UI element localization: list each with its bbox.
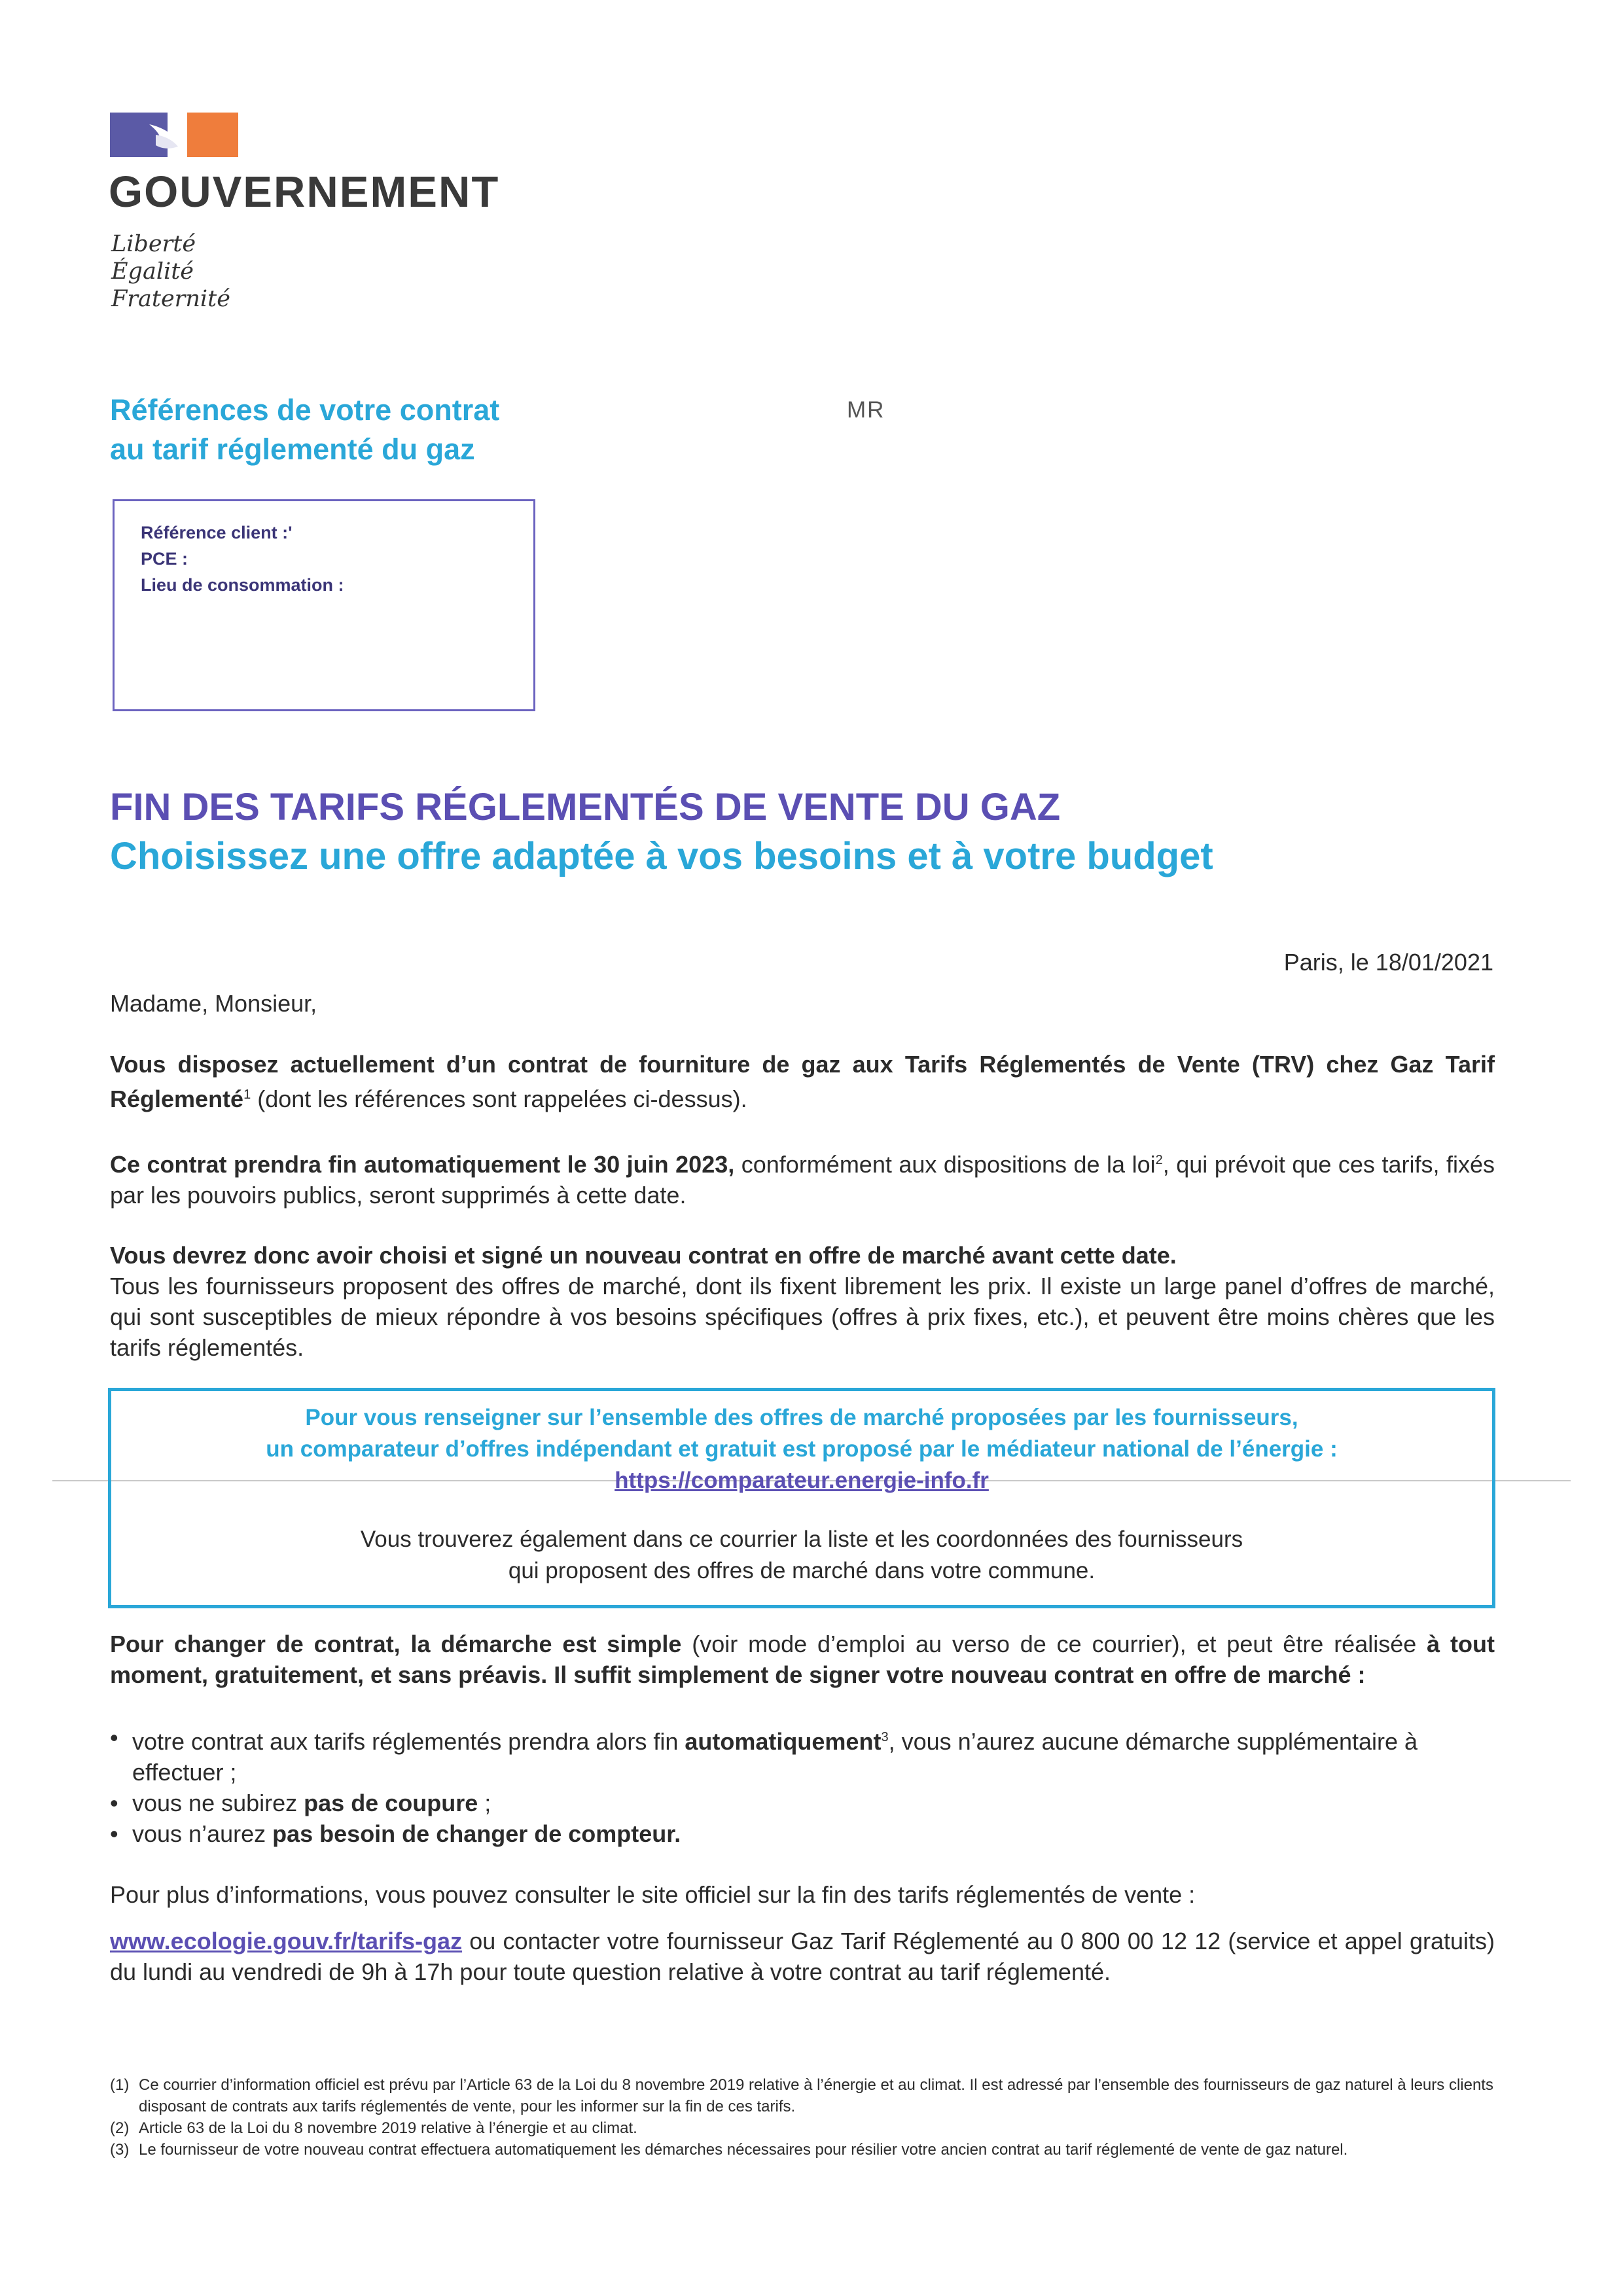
footnote-number: (2) <box>110 2119 130 2137</box>
references-title-line: Références de votre contrat <box>110 393 500 427</box>
comparator-link[interactable]: https://comparateur.energie-info.fr <box>615 1468 989 1493</box>
bold-text: Ce contrat prendra fin automatiquement le 30 juin 2023, <box>110 1151 735 1178</box>
footnote-number: (3) <box>110 2141 130 2159</box>
bold-text: Vous disposez actuellement d’un contrat de fourniture de gaz aux Tarifs Réglementés de Vente (TRV) chez Gaz Tarif Réglementé <box>110 1051 1495 1112</box>
comparator-info-box <box>108 1388 1495 1608</box>
footnote-ref: 1 <box>243 1087 251 1102</box>
info-line: qui proposent des offres de marché dans votre commune. <box>508 1558 1096 1583</box>
list-text: vous ne subirez <box>132 1790 304 1816</box>
paragraph-contact <box>110 1926 1495 1987</box>
bold-text: à tout moment, gratuitement, et sans préavis. Il suffit simplement de signer votre nouveau contrat en offre de marché : <box>110 1631 1495 1688</box>
consumption-place-label: Lieu de consommation : <box>141 575 344 595</box>
footnote-text: Ce courrier d’information officiel est prévu par l’Article 63 de la Loi du 8 novembre 2019 relative à l’énergie et au climat. Il est adressé par l’ensemble des fournisseurs de gaz naturel à leurs clients disposant de contrats aux tarifs réglementés de vente, pour les informer sur la fin de ces tarifs. <box>139 2076 1493 2115</box>
list-item <box>110 1818 1495 1849</box>
bold-text: pas de coupure <box>304 1790 478 1816</box>
benefits-list <box>110 1722 1495 1849</box>
paragraph-how-to-change <box>110 1629 1495 1690</box>
paragraph-text: (dont les références sont rappelées ci-dessus). <box>251 1086 747 1112</box>
paragraph-text: conformément aux dispositions de la loi <box>734 1151 1156 1178</box>
official-site-link[interactable]: www.ecologie.gouv.fr/tarifs-gaz <box>110 1928 463 1954</box>
footnote <box>110 2139 1495 2161</box>
footnote-ref: 2 <box>1155 1153 1163 1167</box>
headline-subtitle: Choisissez une offre adaptée à vos besoins et à votre budget <box>110 835 1213 877</box>
recipient-name: MR <box>847 397 885 423</box>
list-item <box>110 1788 1495 1818</box>
references-box <box>113 499 535 711</box>
bold-text: pas besoin de changer de compteur. <box>272 1820 681 1847</box>
paragraph-new-contract <box>110 1240 1495 1363</box>
footnote <box>110 2117 1495 2139</box>
paragraph-text: Tous les fournisseurs proposent des offres de marché, dont ils fixent librement les prix. Il existe un large panel d’offres de marché, qui sont susceptibles de mieux répondre à vos besoins spécifiques (offres à prix fixes, etc.), et peuvent être moins chères que les tarifs réglementés. <box>110 1273 1495 1361</box>
footnote-text: Le fournisseur de votre nouveau contrat effectuera automatiquement les démarches nécessaires pour résilier votre ancien contrat au tarif réglementé de vente de gaz naturel. <box>139 2141 1348 2159</box>
list-item <box>110 1722 1495 1788</box>
headline-title: FIN DES TARIFS RÉGLEMENTÉS DE VENTE DU GAZ <box>110 786 1061 828</box>
client-reference-label: Référence client :' <box>141 523 293 542</box>
footnote-ref: 3 <box>881 1730 889 1744</box>
bold-text: automatiquement <box>685 1728 882 1755</box>
references-title <box>110 391 499 469</box>
paragraph-current-contract <box>110 1049 1495 1114</box>
info-line: Vous trouverez également dans ce courrier la liste et les coordonnées des fournisseurs <box>360 1527 1243 1552</box>
list-text: ; <box>478 1790 491 1816</box>
list-text: , vous n’aurez aucune démarche supplémentaire à effectuer ; <box>132 1728 1418 1786</box>
headline <box>110 783 1213 881</box>
info-line: un comparateur d’offres indépendant et gratuit est proposé par le médiateur national de l’énergie : <box>266 1436 1338 1462</box>
paragraph-more-info: Pour plus d’informations, vous pouvez consulter le site officiel sur la fin des tarifs réglementés de vente : <box>110 1881 1196 1908</box>
list-text: vous n’aurez <box>132 1820 273 1847</box>
footnote <box>110 2074 1495 2117</box>
pce-label: PCE : <box>141 549 188 569</box>
info-text <box>111 1524 1492 1587</box>
motto-line: Fraternité <box>111 286 230 312</box>
brand-name: GOUVERNEMENT <box>109 168 500 217</box>
letter-date: Paris, le 18/01/2021 <box>1283 949 1493 976</box>
footnotes <box>110 2074 1495 2161</box>
motto-line: Liberté <box>111 231 196 257</box>
bold-text: Pour changer de contrat, la démarche est simple <box>110 1631 682 1657</box>
info-text <box>111 1402 1492 1465</box>
paragraph-text: ou contacter votre fournisseur Gaz Tarif Réglementé au 0 800 00 12 12 (service et appel gratuits) du lundi au vendredi de 9h à 17h pour toute question relative à votre contrat au tarif réglementé. <box>110 1928 1495 1985</box>
paragraph-text: , qui prévoit que ces tarifs, fixés par les pouvoirs publics, seront supprimés à cette date. <box>110 1151 1495 1209</box>
footnote-text: Article 63 de la Loi du 8 novembre 2019 relative à l’énergie et au climat. <box>139 2119 637 2137</box>
footnote-number: (1) <box>110 2076 130 2094</box>
list-text: votre contrat aux tarifs réglementés prendra alors fin <box>132 1728 685 1755</box>
marianne-logo-icon <box>110 113 238 157</box>
salutation: Madame, Monsieur, <box>110 990 317 1017</box>
motto <box>111 230 230 313</box>
bold-text: Vous devrez donc avoir choisi et signé un nouveau contrat en offre de marché avant cette date. <box>110 1242 1177 1269</box>
paragraph-text: (voir mode d’emploi au verso de ce courrier), et peut être réalisée <box>681 1631 1427 1657</box>
motto-line: Égalité <box>111 258 194 285</box>
info-line: Pour vous renseigner sur l’ensemble des offres de marché proposées par les fournisseurs, <box>305 1405 1298 1430</box>
references-title-line: au tarif réglementé du gaz <box>110 433 475 466</box>
paragraph-contract-end <box>110 1145 1495 1210</box>
